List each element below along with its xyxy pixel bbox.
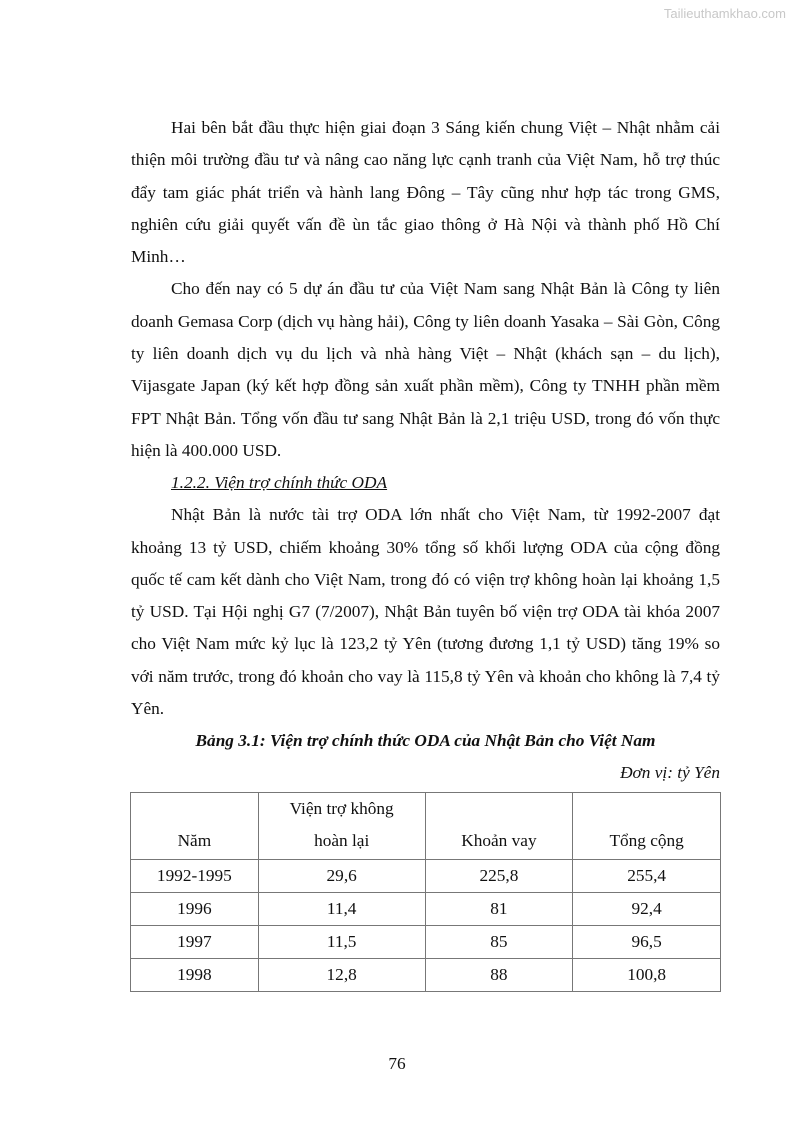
- table-row: [131, 959, 721, 992]
- paragraph-investment: Cho đến nay có 5 dự án đầu tư của Việt Nam sang Nhật Bản là Công ty liên doanh Gemasa Corp (dịch vụ hàng hải), Công ty liên doanh Yasaka – Sài Gòn, Công ty liên doanh dịch vụ du lịch và nhà hàng Việt – Nhật (khách sạn – du lịch), Vijasgate Japan (ký kết hợp đồng sản xuất phần mềm), Công ty TNHH phần mềm FPT Nhật Bản. Tổng vốn đầu tư sang Nhật Bản là 2,1 triệu USD, trong đó vốn thực hiện là 400.000 USD.: [131, 279, 720, 460]
- section-heading-oda: 1.2.2. Viện trợ chính thức ODA: [171, 473, 388, 493]
- cell-year: 1998: [131, 959, 259, 992]
- cell-loan: 225,8: [425, 860, 573, 893]
- cell-year: 1992-1995: [131, 860, 259, 893]
- cell-loan: 81: [425, 893, 573, 926]
- paragraph-initiative: Hai bên bắt đầu thực hiện giai đoạn 3 Sáng kiến chung Việt – Nhật nhằm cải thiện môi trường đầu tư và nâng cao năng lực cạnh tranh của Việt Nam, hỗ trợ thúc đẩy tam giác phát triển và hành lang Đông – Tây cũng như hợp tác trong GMS, nghiên cứu giải quyết vấn đề ùn tắc giao thông ở Hà Nội và thành phố Hồ Chí Minh…: [131, 118, 720, 267]
- cell-grant: 29,6: [258, 860, 425, 893]
- cell-year: 1997: [131, 926, 259, 959]
- cell-grant: 11,4: [258, 893, 425, 926]
- header-total: Tổng cộng: [573, 793, 721, 860]
- table-caption: Bảng 3.1: Viện trợ chính thức ODA của Nhật Bản cho Việt Nam: [195, 731, 656, 751]
- table-header-row: [131, 793, 721, 860]
- cell-total: 255,4: [573, 860, 721, 893]
- cell-total: 92,4: [573, 893, 721, 926]
- table-unit: Đơn vị: tỷ Yên: [620, 763, 720, 783]
- cell-grant: 11,5: [258, 926, 425, 959]
- cell-loan: 88: [425, 959, 573, 992]
- cell-year: 1996: [131, 893, 259, 926]
- header-grant: Viện trợ không hoàn lại: [258, 793, 425, 860]
- cell-grant: 12,8: [258, 959, 425, 992]
- table-row: [131, 926, 721, 959]
- header-loan: Khoản vay: [425, 793, 573, 860]
- oda-table: [130, 792, 721, 992]
- cell-total: 100,8: [573, 959, 721, 992]
- cell-total: 96,5: [573, 926, 721, 959]
- document-body: [131, 112, 720, 789]
- table-row: [131, 860, 721, 893]
- table-row: [131, 893, 721, 926]
- cell-loan: 85: [425, 926, 573, 959]
- watermark: Tailieuthamkhao.com: [663, 6, 786, 21]
- header-year: Năm: [131, 793, 259, 860]
- page-number: 76: [388, 1054, 406, 1073]
- paragraph-oda: Nhật Bản là nước tài trợ ODA lớn nhất cho Việt Nam, từ 1992-2007 đạt khoảng 13 tỷ USD, chiếm khoảng 30% tổng số khối lượng ODA của cộng đồng quốc tế cam kết dành cho Việt Nam, trong đó có viện trợ không hoàn lại khoảng 1,5 tỷ USD. Tại Hội nghị G7 (7/2007), Nhật Bản tuyên bố viện trợ ODA tài khóa 2007 cho Việt Nam mức kỷ lục là 123,2 tỷ Yên (tương đương 1,1 tỷ USD) tăng 19% so với năm trước, trong đó khoản cho vay là 115,8 tỷ Yên và khoản cho không là 7,4 tỷ Yên.: [131, 505, 720, 719]
